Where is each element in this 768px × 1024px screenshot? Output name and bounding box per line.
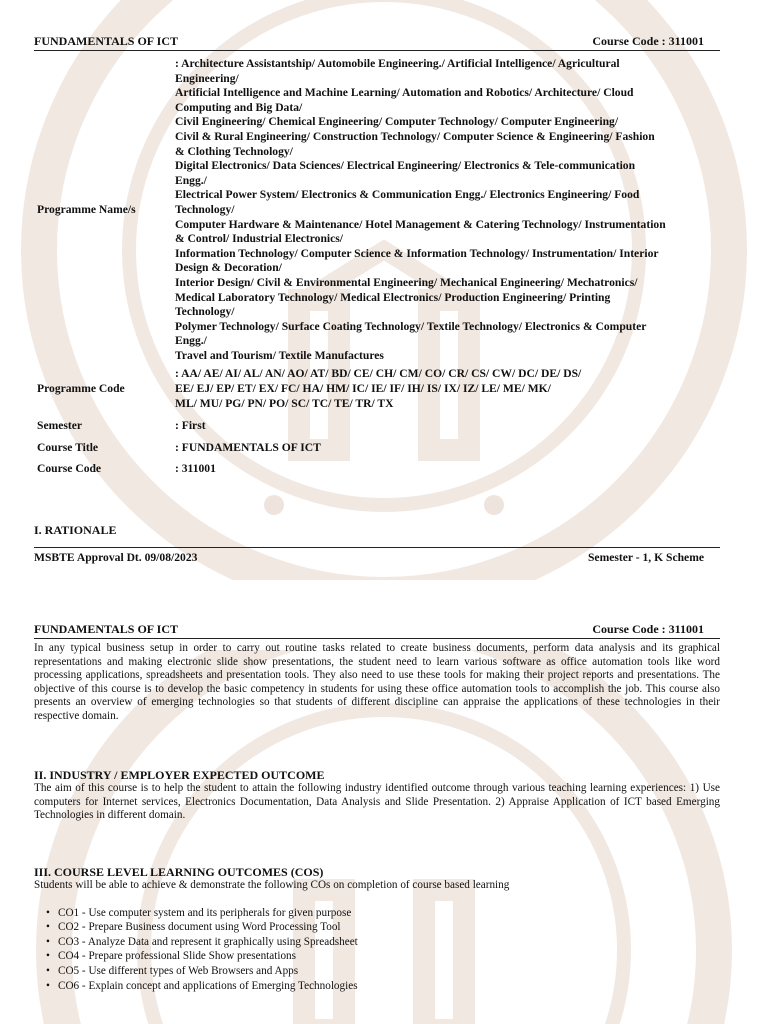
course-code-value: : 311001 [175, 462, 216, 476]
page-footer [34, 547, 720, 565]
industry-outcome-text: The aim of this course is to help the student to attain the following industry identified outcome through various teaching learning experiences: 1) Use computers for Internet services, Electronics Documentation, Data Analysis and Slide Presentation. 2) Appraise Application of ICT based Emerging Technologies in different domain. [34, 782, 720, 822]
programme-names-line: Electrical Power System/ Electronics & Communication Engg./ Electronics Engineering/ Food [175, 188, 640, 202]
programme-names-label: Programme Name/s [37, 202, 136, 216]
course-outcomes-heading: III. COURSE LEVEL LEARNING OUTCOMES (COS) [34, 865, 324, 879]
programme-names-line: Design & Decoration/ [175, 261, 282, 275]
programme-names-line: & Clothing Technology/ [175, 144, 293, 158]
programme-names-line: Engineering/ [175, 71, 239, 85]
page-header [34, 34, 720, 51]
programme-names-line: Computer Hardware & Maintenance/ Hotel Management & Catering Technology/ Instrumentation [175, 217, 666, 231]
course-header-code: Course Code : 311001 [592, 622, 704, 636]
syllabus-page-1 [34, 34, 720, 479]
programme-code-line: ML/ MU/ PG/ PN/ PO/ SC/ TC/ TE/ TR/ TX [175, 396, 394, 410]
programme-names-line: Medical Laboratory Technology/ Medical Electronics/ Production Engineering/ Printing [175, 290, 611, 304]
programme-code-label: Programme Code [37, 382, 125, 396]
syllabus-page-2 [34, 622, 720, 724]
programme-names-value [175, 55, 720, 365]
programme-names-line: Technology/ [175, 202, 235, 216]
course-title-label: Course Title [37, 440, 99, 454]
course-outcome-item: • CO5 - Use different types of Web Browsers and Apps [46, 964, 720, 979]
programme-names-row [34, 55, 720, 365]
course-header-code: Course Code : 311001 [592, 34, 704, 48]
course-outcomes-list [34, 906, 720, 994]
programme-code-line: : AA/ AE/ AI/ AL/ AN/ AO/ AT/ BD/ CE/ CH/ CM/ CO/ CR/ CS/ CW/ DC/ DE/ DS/ [175, 367, 582, 381]
programme-names-line: Technology/ [175, 305, 235, 319]
course-code-label: Course Code [37, 462, 102, 476]
programme-names-line: Engg./ [175, 334, 207, 348]
course-outcomes-intro: Students will be able to achieve & demonstrate the following COs on completion of course based learning [34, 879, 510, 891]
course-outcomes-section [34, 865, 720, 993]
programme-names-line: Polymer Technology/ Surface Coating Technology/ Textile Technology/ Electronics & Computer [175, 319, 647, 333]
programme-names-line: Travel and Tourism/ Textile Manufactures [175, 348, 384, 362]
course-title-row [34, 436, 720, 458]
programme-names-line: Information Technology/ Computer Science & Information Technology/ Instrumentation/ Interior [175, 246, 659, 260]
programme-code-row [34, 365, 720, 413]
programme-code-value [175, 365, 720, 413]
programme-names-line: Engg./ [175, 173, 207, 187]
course-title-value: : FUNDAMENTALS OF ICT [175, 440, 321, 454]
course-outcome-item: • CO1 - Use computer system and its peripherals for given purpose [46, 906, 720, 921]
semester-scheme: Semester - 1, K Scheme [587, 551, 704, 564]
programme-names-line: Interior Design/ Civil & Environmental Engineering/ Mechanical Engineering/ Mechatronics/ [175, 275, 638, 289]
course-outcome-item: • CO2 - Prepare Business document using Word Processing Tool [46, 920, 720, 935]
page-header [34, 622, 720, 639]
course-outcome-item: • CO4 - Prepare professional Slide Show presentations [46, 949, 720, 964]
programme-names-line: Digital Electronics/ Data Sciences/ Electrical Engineering/ Electronics & Tele-communication [175, 159, 636, 173]
course-outcome-item: • CO6 - Explain concept and applications of Emerging Technologies [46, 979, 720, 994]
semester-value: : First [175, 419, 206, 433]
course-header-title: FUNDAMENTALS OF ICT [34, 34, 179, 48]
course-code-row [34, 457, 720, 479]
programme-code-line: EE/ EJ/ EP/ ET/ EX/ FC/ HA/ HM/ IC/ IE/ IF/ IH/ IS/ IX/ IZ/ LE/ ME/ MK/ [175, 382, 551, 396]
industry-outcome-heading: II. INDUSTRY / EMPLOYER EXPECTED OUTCOME [34, 768, 325, 782]
rationale-heading: I. RATIONALE [34, 523, 117, 537]
semester-row [34, 413, 720, 436]
programme-names-line: Computing and Big Data/ [175, 100, 303, 114]
programme-names-line: Artificial Intelligence and Machine Learning/ Automation and Robotics/ Architecture/ Cloud [175, 86, 634, 100]
course-outcome-item: • CO3 - Analyze Data and represent it graphically using Spreadsheet [46, 935, 720, 950]
programme-names-line: & Control/ Industrial Electronics/ [175, 232, 344, 246]
programme-names-line: : Architecture Assistantship/ Automobile Engineering./ Artificial Intelligence/ Agricultural [175, 57, 620, 70]
programme-names-line: Civil & Rural Engineering/ Construction Technology/ Computer Science & Engineering/ Fashion [175, 129, 655, 143]
course-header-title: FUNDAMENTALS OF ICT [34, 622, 179, 636]
approval-date: MSBTE Approval Dt. 09/08/2023 [34, 551, 198, 564]
programme-names-line: Civil Engineering/ Chemical Engineering/ Computer Technology/ Computer Engineering/ [175, 115, 619, 129]
semester-label: Semester [37, 419, 83, 433]
course-info-table [34, 55, 720, 479]
rationale-text: In any typical business setup in order to carry out routine tasks related to create business documents, perform data analysis and its graphical representations and making electronic slide show presentations, the student need to learn various software as office automation tools like word processing applications, spreadsheets and presentation tools. They also need to use these tools for making their project reports and presentations. The objective of this course is to develop the basic competency in students for using these office automation tools to accomplish the job. This course also presents an overview of emerging technologies so that students of different discipline can appraise the applications of these technologies in their respective domain. [34, 642, 720, 722]
rationale-section-heading [34, 523, 720, 537]
industry-outcome-section [34, 768, 720, 823]
